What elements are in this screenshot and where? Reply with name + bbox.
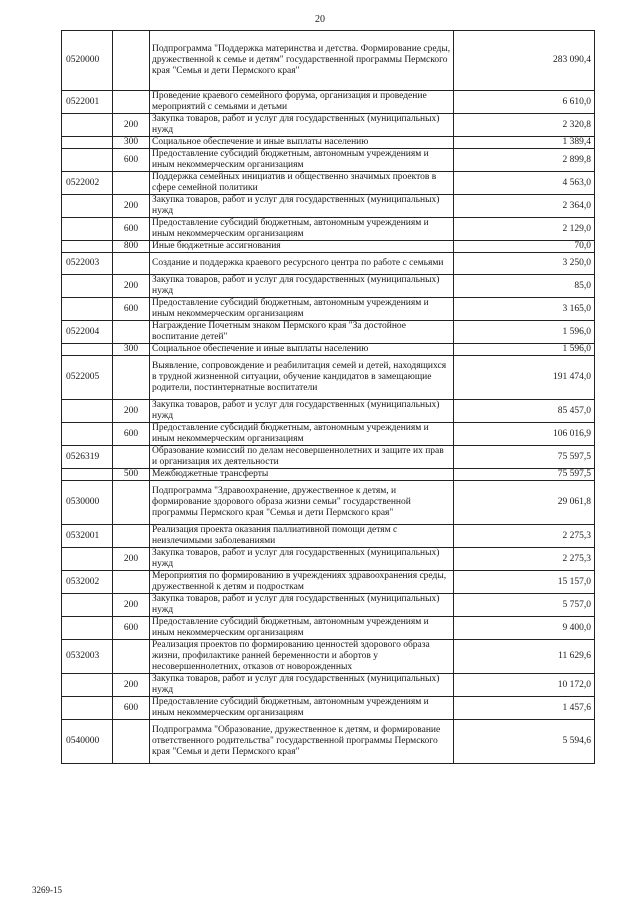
expense-type-cell: 200	[113, 275, 150, 298]
amount-cell: 3 165,0	[454, 298, 595, 321]
table-row	[62, 344, 595, 356]
target-code-cell	[62, 149, 113, 172]
expense-type-cell: 300	[113, 344, 150, 356]
expense-type-cell: 600	[113, 149, 150, 172]
target-code-cell: 0522003	[62, 253, 113, 275]
amount-cell: 4 563,0	[454, 172, 595, 195]
target-code-cell: 0530000	[62, 481, 113, 525]
table-row	[62, 241, 595, 253]
expense-type-cell	[113, 525, 150, 548]
expense-type-cell: 300	[113, 137, 150, 149]
expense-type-cell	[113, 481, 150, 525]
expense-type-cell: 600	[113, 697, 150, 720]
item-name-cell: Закупка товаров, работ и услуг для государственных (муниципальных) нужд	[150, 114, 454, 137]
target-code-cell: 0522004	[62, 321, 113, 344]
amount-cell: 191 474,0	[454, 356, 595, 400]
target-code-cell	[62, 697, 113, 720]
target-code-cell: 0522005	[62, 356, 113, 400]
table-row	[62, 617, 595, 640]
table-row	[62, 218, 595, 241]
target-code-cell	[62, 137, 113, 149]
amount-cell: 70,0	[454, 241, 595, 253]
amount-cell: 1 596,0	[454, 344, 595, 356]
table-row	[62, 195, 595, 218]
table-row	[62, 172, 595, 195]
document-code: 3269-15	[32, 885, 62, 895]
table-row	[62, 481, 595, 525]
item-name-cell: Выявление, сопровождение и реабилитация семей и детей, находящихся в трудной жизненной ситуации, обучение кандидатов в замещающие родители, постинтернатные воспитатели	[150, 356, 454, 400]
amount-cell: 2 899,8	[454, 149, 595, 172]
expense-type-cell	[113, 640, 150, 674]
table-row	[62, 446, 595, 469]
expense-type-cell: 600	[113, 423, 150, 446]
target-code-cell	[62, 241, 113, 253]
amount-cell: 5 757,0	[454, 594, 595, 617]
item-name-cell: Предоставление субсидий бюджетным, автономным учреждениям и иным некоммерческим организациям	[150, 298, 454, 321]
expense-type-cell: 200	[113, 548, 150, 571]
item-name-cell: Подпрограмма "Поддержка материнства и детства. Формирование среды, дружественной к семье и детям" государственной программы Пермского края "Семья и дети Пермского края"	[150, 31, 454, 91]
table-row	[62, 253, 595, 275]
expense-type-cell: 800	[113, 241, 150, 253]
item-name-cell: Предоставление субсидий бюджетным, автономным учреждениям и иным некоммерческим организациям	[150, 617, 454, 640]
expense-type-cell: 600	[113, 218, 150, 241]
target-code-cell: 0520000	[62, 31, 113, 91]
item-name-cell: Мероприятия по формированию в учреждениях здравоохранения среды, дружественной к детям и подросткам	[150, 571, 454, 594]
table-row	[62, 31, 595, 91]
amount-cell: 2 275,3	[454, 548, 595, 571]
amount-cell: 1 389,4	[454, 137, 595, 149]
amount-cell: 29 061,8	[454, 481, 595, 525]
expense-type-cell	[113, 720, 150, 764]
budget-table	[61, 30, 595, 764]
item-name-cell: Закупка товаров, работ и услуг для государственных (муниципальных) нужд	[150, 195, 454, 218]
expense-type-cell	[113, 253, 150, 275]
item-name-cell: Поддержка семейных инициатив и общественно значимых проектов в сфере семейной политики	[150, 172, 454, 195]
table-row	[62, 321, 595, 344]
table-row	[62, 137, 595, 149]
amount-cell: 10 172,0	[454, 674, 595, 697]
amount-cell: 15 157,0	[454, 571, 595, 594]
target-code-cell	[62, 195, 113, 218]
item-name-cell: Межбюджетные трансферты	[150, 469, 454, 481]
amount-cell: 9 400,0	[454, 617, 595, 640]
table-row	[62, 697, 595, 720]
item-name-cell: Подпрограмма "Образование, дружественное к детям, и формирование ответственного родительства" государственной программы Пермского края "Семья и дети Пермского края"	[150, 720, 454, 764]
expense-type-cell: 200	[113, 400, 150, 423]
target-code-cell	[62, 423, 113, 446]
target-code-cell: 0532002	[62, 571, 113, 594]
amount-cell: 106 016,9	[454, 423, 595, 446]
table-row	[62, 640, 595, 674]
item-name-cell: Предоставление субсидий бюджетным, автономным учреждениям и иным некоммерческим организациям	[150, 149, 454, 172]
target-code-cell: 0540000	[62, 720, 113, 764]
expense-type-cell: 500	[113, 469, 150, 481]
item-name-cell: Социальное обеспечение и иные выплаты населению	[150, 137, 454, 149]
table-row	[62, 571, 595, 594]
amount-cell: 6 610,0	[454, 91, 595, 114]
item-name-cell: Подпрограмма "Здравоохранение, дружественное к детям, и формирование здорового образа жизни семьи" государственной программы Пермского края "Семья и дети Пермского края"	[150, 481, 454, 525]
item-name-cell: Иные бюджетные ассигнования	[150, 241, 454, 253]
amount-cell: 2 275,3	[454, 525, 595, 548]
amount-cell: 85,0	[454, 275, 595, 298]
table-row	[62, 356, 595, 400]
expense-type-cell: 200	[113, 594, 150, 617]
amount-cell: 3 250,0	[454, 253, 595, 275]
target-code-cell: 0522002	[62, 172, 113, 195]
target-code-cell	[62, 674, 113, 697]
item-name-cell: Закупка товаров, работ и услуг для государственных (муниципальных) нужд	[150, 674, 454, 697]
expense-type-cell	[113, 446, 150, 469]
table-row	[62, 423, 595, 446]
target-code-cell	[62, 114, 113, 137]
expense-type-cell: 600	[113, 617, 150, 640]
target-code-cell	[62, 469, 113, 481]
target-code-cell	[62, 218, 113, 241]
item-name-cell: Реализация проекта оказания паллиативной помощи детям с неизлечимыми заболеваниями	[150, 525, 454, 548]
table-row	[62, 298, 595, 321]
target-code-cell: 0526319	[62, 446, 113, 469]
item-name-cell: Закупка товаров, работ и услуг для государственных (муниципальных) нужд	[150, 400, 454, 423]
expense-type-cell	[113, 172, 150, 195]
expense-type-cell	[113, 31, 150, 91]
item-name-cell: Проведение краевого семейного форума, организация и проведение мероприятий с семьями и детьми	[150, 91, 454, 114]
amount-cell: 11 629,6	[454, 640, 595, 674]
amount-cell: 2 129,0	[454, 218, 595, 241]
item-name-cell: Закупка товаров, работ и услуг для государственных (муниципальных) нужд	[150, 275, 454, 298]
amount-cell: 75 597,5	[454, 469, 595, 481]
table-row	[62, 400, 595, 423]
table-row	[62, 594, 595, 617]
expense-type-cell: 200	[113, 114, 150, 137]
expense-type-cell	[113, 91, 150, 114]
item-name-cell: Образование комиссий по делам несовершеннолетних и защите их прав и организация их деятельности	[150, 446, 454, 469]
target-code-cell	[62, 594, 113, 617]
item-name-cell: Награждение Почетным знаком Пермского края "За достойное воспитание детей"	[150, 321, 454, 344]
item-name-cell: Предоставление субсидий бюджетным, автономным учреждениям и иным некоммерческим организациям	[150, 697, 454, 720]
table-row	[62, 548, 595, 571]
target-code-cell: 0522001	[62, 91, 113, 114]
item-name-cell: Создание и поддержка краевого ресурсного центра по работе с семьями	[150, 253, 454, 275]
amount-cell: 5 594,6	[454, 720, 595, 764]
amount-cell: 75 597,5	[454, 446, 595, 469]
amount-cell: 1 596,0	[454, 321, 595, 344]
amount-cell: 283 090,4	[454, 31, 595, 91]
target-code-cell	[62, 400, 113, 423]
expense-type-cell: 600	[113, 298, 150, 321]
item-name-cell: Закупка товаров, работ и услуг для государственных (муниципальных) нужд	[150, 548, 454, 571]
item-name-cell: Предоставление субсидий бюджетным, автономным учреждениям и иным некоммерческим организациям	[150, 423, 454, 446]
target-code-cell: 0532001	[62, 525, 113, 548]
item-name-cell: Реализация проектов по формированию ценностей здорового образа жизни, профилактике ранней беременности и абортов у несовершеннолетних, отказов от новорожденных	[150, 640, 454, 674]
table-row	[62, 91, 595, 114]
table-row	[62, 525, 595, 548]
amount-cell: 2 320,8	[454, 114, 595, 137]
table-row	[62, 149, 595, 172]
page-number: 20	[315, 14, 325, 25]
table-row	[62, 275, 595, 298]
amount-cell: 2 364,0	[454, 195, 595, 218]
expense-type-cell: 200	[113, 674, 150, 697]
expense-type-cell	[113, 321, 150, 344]
amount-cell: 85 457,0	[454, 400, 595, 423]
amount-cell: 1 457,6	[454, 697, 595, 720]
expense-type-cell: 200	[113, 195, 150, 218]
target-code-cell	[62, 548, 113, 571]
item-name-cell: Предоставление субсидий бюджетным, автономным учреждениям и иным некоммерческим организациям	[150, 218, 454, 241]
target-code-cell	[62, 344, 113, 356]
target-code-cell: 0532003	[62, 640, 113, 674]
target-code-cell	[62, 275, 113, 298]
expense-type-cell	[113, 571, 150, 594]
table-row	[62, 674, 595, 697]
table-row	[62, 114, 595, 137]
item-name-cell: Социальное обеспечение и иные выплаты населению	[150, 344, 454, 356]
item-name-cell: Закупка товаров, работ и услуг для государственных (муниципальных) нужд	[150, 594, 454, 617]
table-row	[62, 469, 595, 481]
expense-type-cell	[113, 356, 150, 400]
target-code-cell	[62, 617, 113, 640]
target-code-cell	[62, 298, 113, 321]
table-row	[62, 720, 595, 764]
